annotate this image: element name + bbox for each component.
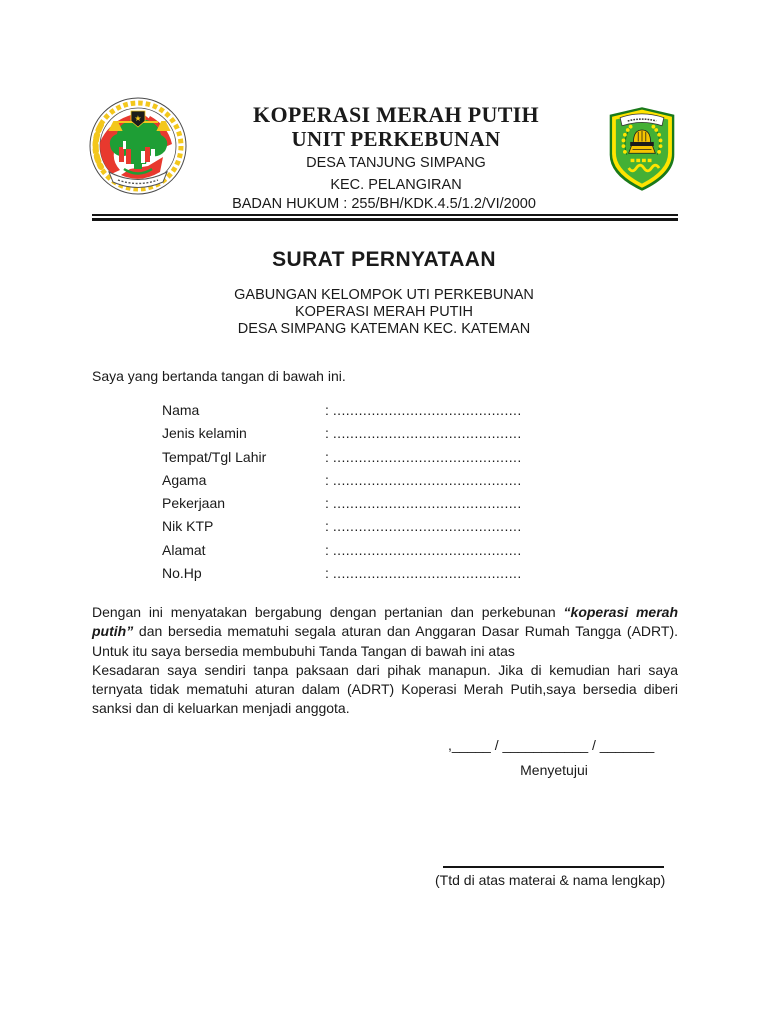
field-label: Agama <box>162 471 207 488</box>
field-row-jenis-kelamin <box>162 425 582 448</box>
koperasi-merah-putih-logo-icon <box>88 96 188 196</box>
field-label: Pekerjaan <box>162 495 226 512</box>
field-colon: : <box>325 565 329 582</box>
form-fields <box>162 402 582 588</box>
document-title: SURAT PERNYATAAN <box>272 248 496 271</box>
field-row-pekerjaan <box>162 495 582 518</box>
organization-unit: UNIT PERKEBUNAN <box>291 127 501 151</box>
organization-village: DESA TANJUNG SIMPANG <box>306 155 486 171</box>
subtitle-line: KOPERASI MERAH PUTIH <box>294 304 474 320</box>
field-dotted-line: ............................................ <box>332 518 522 535</box>
field-label: No.Hp <box>162 565 202 582</box>
field-label: Jenis kelamin <box>162 425 247 442</box>
p1-text-after: dan bersedia mematuhi segala aturan dan Anggaran Dasar Rumah Tangga (ADRT). Untuk itu saya bersedia membubuhi Tanda Tangan di bawah ini atas <box>92 623 678 659</box>
field-dotted-line: ............................................ <box>332 471 522 488</box>
field-colon: : <box>325 425 329 442</box>
field-dotted-line: ............................................ <box>332 425 522 442</box>
organization-district: KEC. PELANGIRAN <box>330 176 462 193</box>
field-dotted-line: ............................................ <box>332 495 522 512</box>
document-subtitle <box>0 287 768 338</box>
letterhead-text <box>188 96 604 194</box>
approval-label: Menyetujui <box>520 762 588 778</box>
field-dotted-line: ............................................ <box>332 541 522 558</box>
regency-crest-icon <box>604 104 680 194</box>
field-dotted-line: ............................................ <box>332 448 522 465</box>
legal-number: BADAN HUKUM : 255/BH/KDK.4.5/1.2/VI/2000 <box>232 196 536 212</box>
field-colon: : <box>325 402 329 418</box>
letterhead <box>88 96 680 196</box>
field-colon: : <box>325 541 329 558</box>
subtitle-line: GABUNGAN KELOMPOK UTI PERKEBUNAN <box>234 287 534 303</box>
field-row-nama <box>162 402 582 425</box>
declaration-paragraph-2: Kesadaran saya sendiri tanpa paksaan dari pihak manapun. Jika di kemudian hari saya ternyata tidak mematuhi aturan dalam (ADRT) Koperasi Merah Putih,saya bersedia diberi sanksi dan di keluarkan menjadi anggota. <box>92 661 678 717</box>
field-colon: : <box>325 518 329 535</box>
field-row-no-hp <box>162 565 582 588</box>
svg-text:★: ★ <box>134 114 142 123</box>
signature-caption: (Ttd di atas materai & nama lengkap) <box>435 872 666 888</box>
field-label: Alamat <box>162 541 206 558</box>
p1-emphasized-name: “koperasi merah putih” <box>92 604 678 640</box>
intro-sentence: Saya yang bertanda tangan di bawah ini. <box>92 368 346 384</box>
field-colon: : <box>325 471 329 488</box>
field-row-agama <box>162 472 582 495</box>
p1-text-before: Dengan ini menyatakan bergabung dengan pertanian dan perkebunan <box>92 604 564 620</box>
field-colon: : <box>325 448 329 465</box>
field-label: Tempat/Tgl Lahir <box>162 448 267 465</box>
signature-line <box>443 866 664 868</box>
field-dotted-line: ............................................ <box>332 402 522 418</box>
field-row-alamat <box>162 542 582 565</box>
field-label: Nik KTP <box>162 518 214 535</box>
field-row-nik-ktp <box>162 518 582 541</box>
letterhead-divider <box>92 214 678 221</box>
subtitle-line: DESA SIMPANG KATEMAN KEC. KATEMAN <box>237 321 531 337</box>
declaration-paragraphs <box>92 603 678 719</box>
place-date-blank-line: ,_____ / ___________ / _______ <box>448 737 655 753</box>
field-colon: : <box>325 495 329 512</box>
field-row-tempat-tgl-lahir <box>162 449 582 472</box>
organization-name: KOPERASI MERAH PUTIH <box>253 102 539 127</box>
field-dotted-line: ............................................ <box>332 565 522 582</box>
field-label: Nama <box>162 402 200 418</box>
declaration-paragraph-1 <box>92 603 678 661</box>
